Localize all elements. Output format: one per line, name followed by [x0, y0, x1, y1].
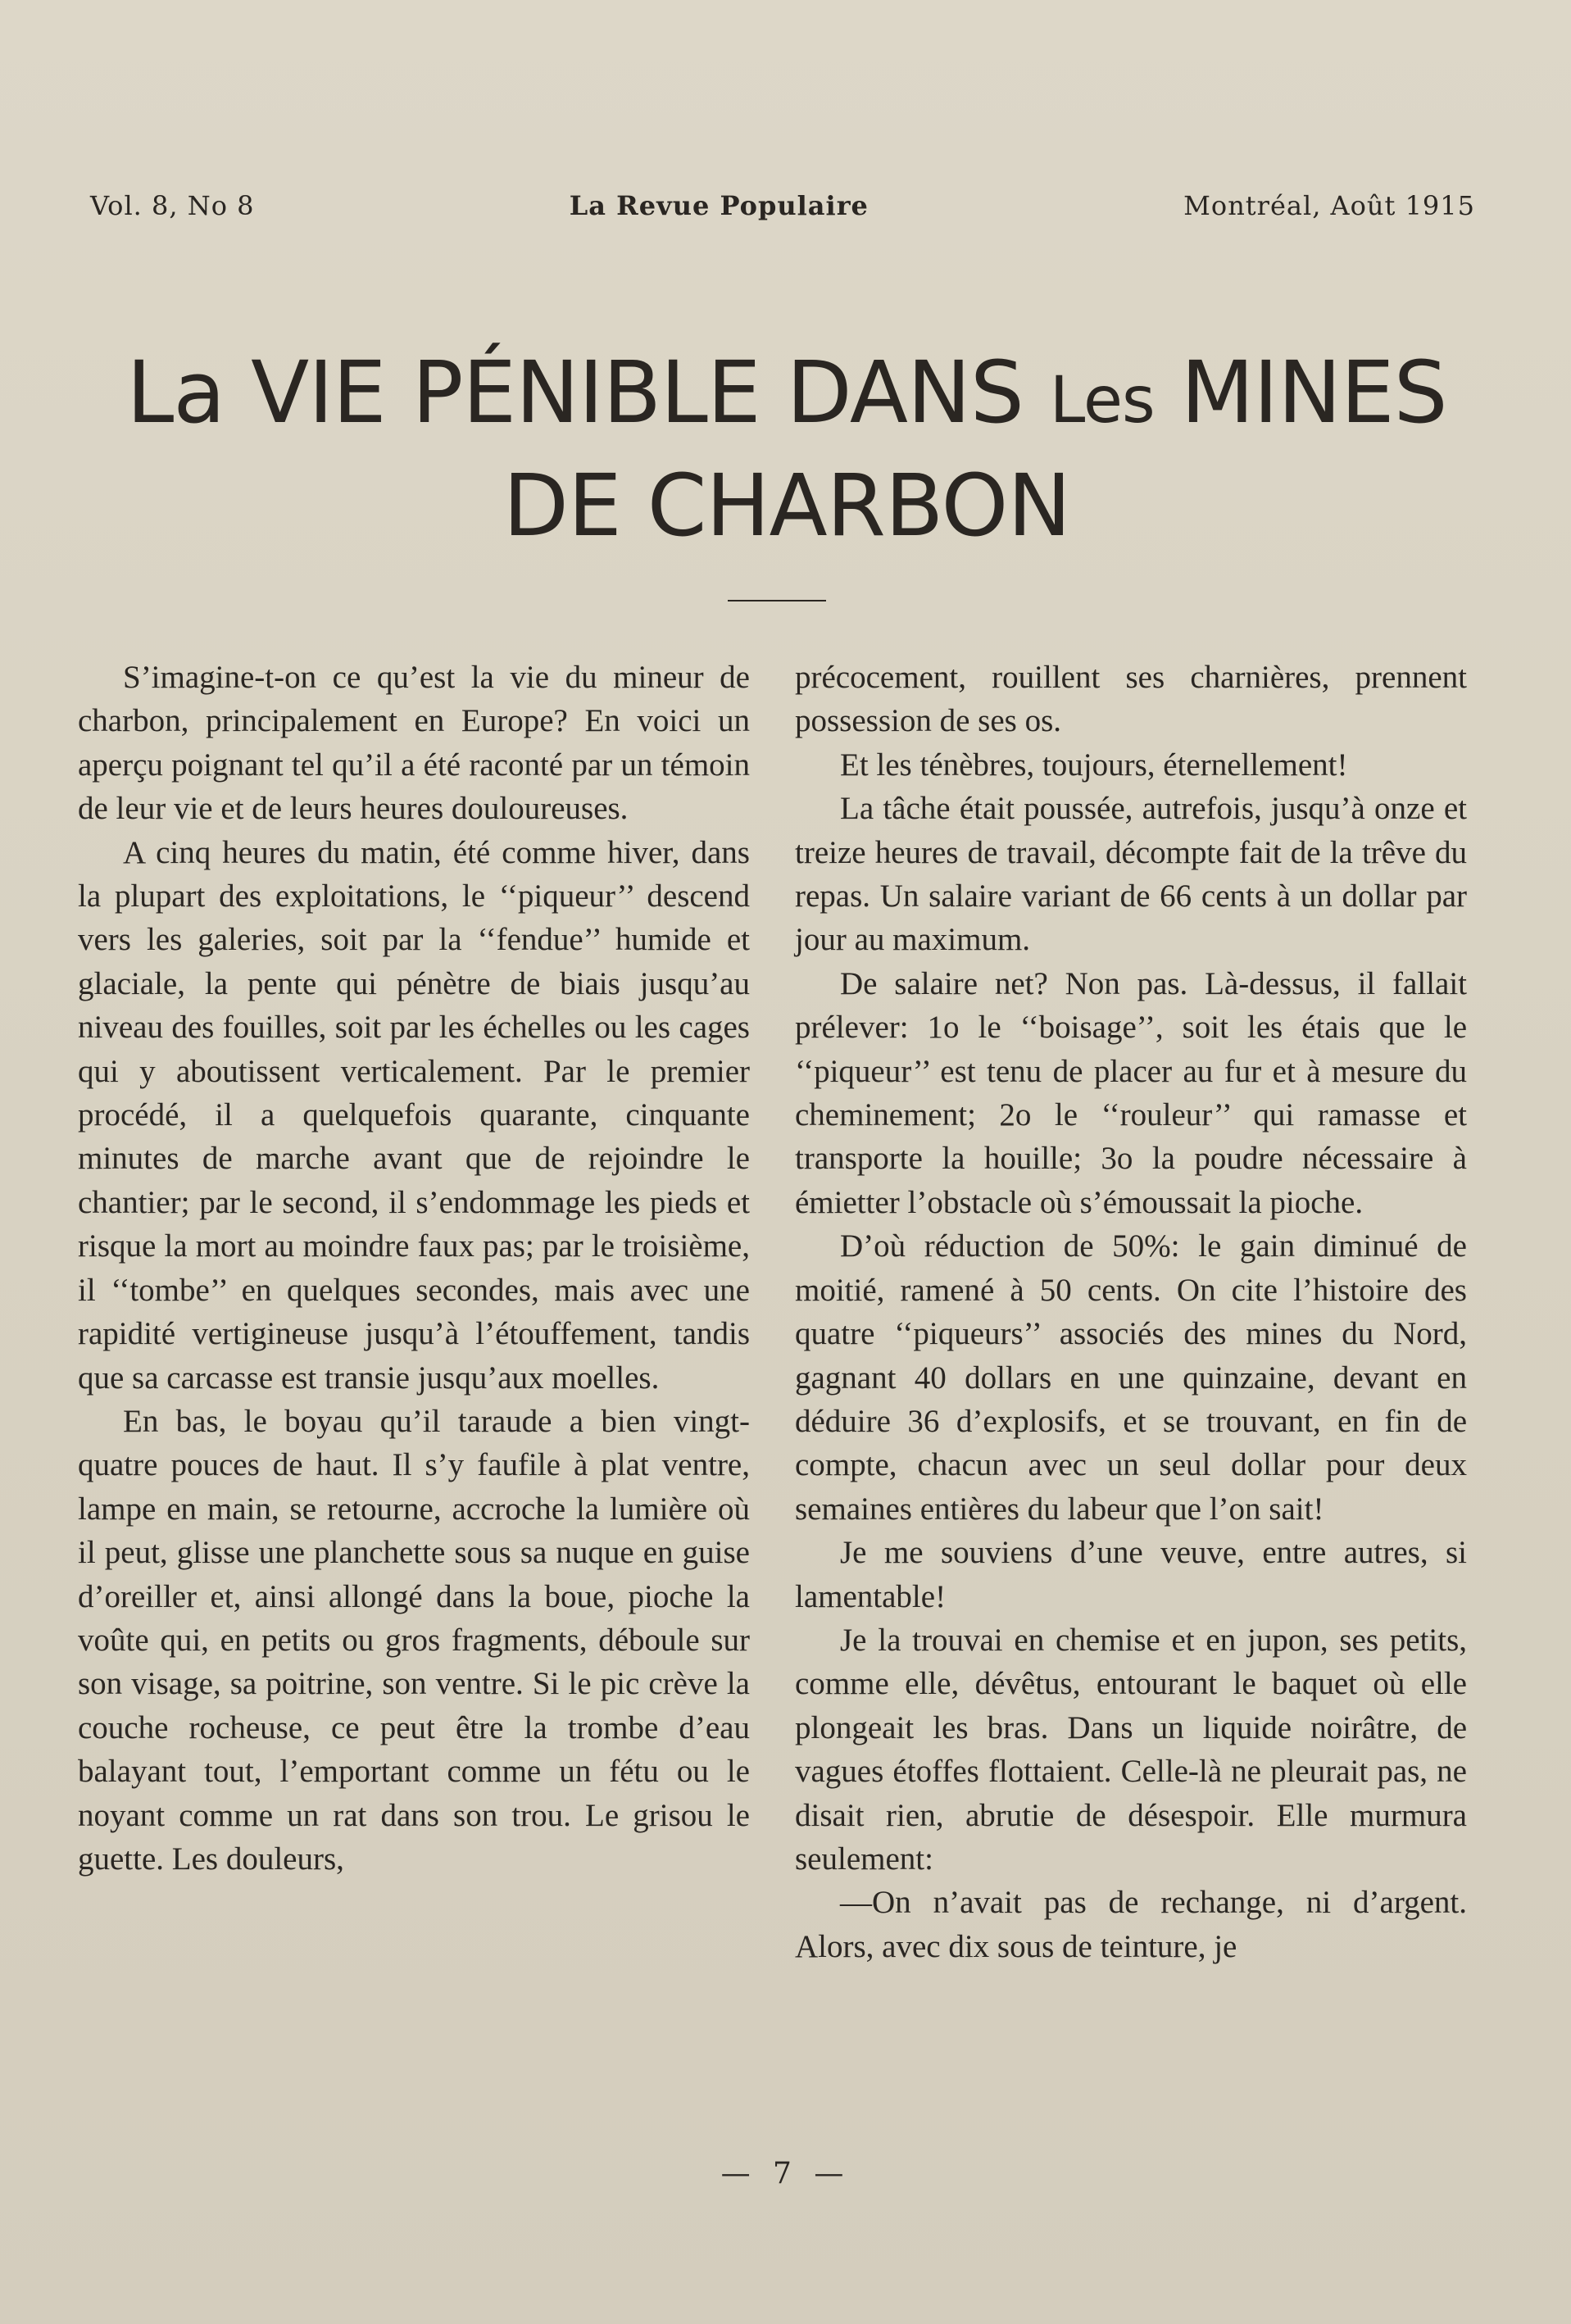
title-line-1b: Les — [1049, 364, 1155, 438]
article-title — [49, 340, 1524, 558]
volume-issue: Vol. 8, No 8 — [90, 190, 255, 221]
title-divider — [728, 600, 826, 601]
paragraph: S’imagine-t-on ce qu’est la vie du mineur de charbon, principalement en Europe? En voici un aperçu poignant tel qu’il a été raconté par un témoin de leur vie et de leurs heures douloureuses. — [78, 660, 750, 827]
paragraph-continued: précocement, rouillent ses charnières, prennent possession de ses os. — [795, 660, 1467, 739]
date-line: Montréal, Août 1915 — [1183, 190, 1475, 221]
right-column — [795, 656, 1467, 1968]
paragraph: D’où réduction de 50%: le gain diminué de moitié, ramené à 50 cents. On cite l’histoire des quatre ‘‘piqueurs’’ associés des mines du Nord, gagnant 40 dollars en une quinzaine, devant en déduire 36 d’explosifs, et se trouvant, en fin de compte, chacun avec un seul dollar pour deux semaines entières du labeur que l’on sait! — [795, 1228, 1467, 1527]
running-head — [90, 190, 1475, 221]
paragraph: En bas, le boyau qu’il taraude a bien vingt-quatre pouces de haut. Il s’y faufile à plat ventre, lampe en main, se retourne, accroche la lumière où il peut, glisse une planchette sous sa nuque en guise d’oreiller et, ainsi allongé dans la boue, pioche la voûte qui, en petits ou gros fragments, déboule sur son visage, sa poitrine, son ventre. Si le pic crève la couche rocheuse, ce peut être la trombe d’eau balayant tout, l’emportant comme un fétu ou le noyant comme un rat dans son trou. Le grisou le guette. Les douleurs, — [78, 1403, 750, 1877]
paragraph: Et les ténèbres, toujours, éternellement! — [840, 747, 1348, 783]
publication-name: La Revue Populaire — [569, 190, 869, 221]
paragraph: Je me souviens d’une veuve, entre autres, si lamentable! — [795, 1535, 1467, 1614]
paragraph: Je la trouvai en chemise et en jupon, ses petits, comme elle, dévêtus, entourant le baquet où elle plongeait les bras. Dans un liquide noirâtre, de vagues étoffes flottaient. Celle-là ne pleurait pas, ne disait rien, abrutie de désespoir. Elle murmura seulement: — [795, 1622, 1467, 1877]
paragraph: De salaire net? Non pas. Là-dessus, il fallait prélever: 1o le ‘‘boisage’’, soit les étais que le ‘‘piqueur’’ est tenu de placer au fur et à mesure du cheminement; 2o le ‘‘rouleur’’ qui ramasse et transporte la houille; 3o la poudre nécessaire à émietter l’obstacle où s’émoussait la pioche. — [795, 965, 1467, 1220]
paragraph: —On n’avait pas de rechange, ni d’argent. Alors, avec dix sous de teinture, je — [795, 1885, 1467, 1964]
left-column — [78, 656, 750, 1881]
title-line-2: DE CHARBON — [502, 456, 1071, 556]
paragraph: A cinq heures du matin, été comme hiver, dans la plupart des exploitations, le ‘‘piqueur’’ descend vers les galeries, soit par la ‘‘fendue’’ humide et glaciale, la pente qui pénètre de biais jusqu’au niveau des fouilles, soit par les échelles ou les cages qui y aboutissent verticalement. Par le premier procédé, il a quelquefois quarante, cinquante minutes de marche avant que de rejoindre le chantier; par le second, il s’endommage les pieds et risque la mort au moindre faux pas; par le troisième, il ‘‘tombe’’ en quelques secondes, mais avec une rapidité vertigineuse jusqu’à l’étouffement, tandis que sa carcasse est transie jusqu’aux moelles. — [78, 834, 750, 1396]
paragraph: La tâche était poussée, autrefois, jusqu’à onze et treize heures de travail, décompte fait de la trêve du repas. Un salaire variant de 66 cents à un dollar par jour au maximum. — [795, 791, 1467, 958]
page-number: — 7 — — [720, 2157, 851, 2190]
title-line-1c: MINES — [1154, 343, 1447, 443]
title-line-1a: La VIE PÉNIBLE DANS — [126, 343, 1050, 443]
title-line-1 — [49, 340, 1524, 453]
